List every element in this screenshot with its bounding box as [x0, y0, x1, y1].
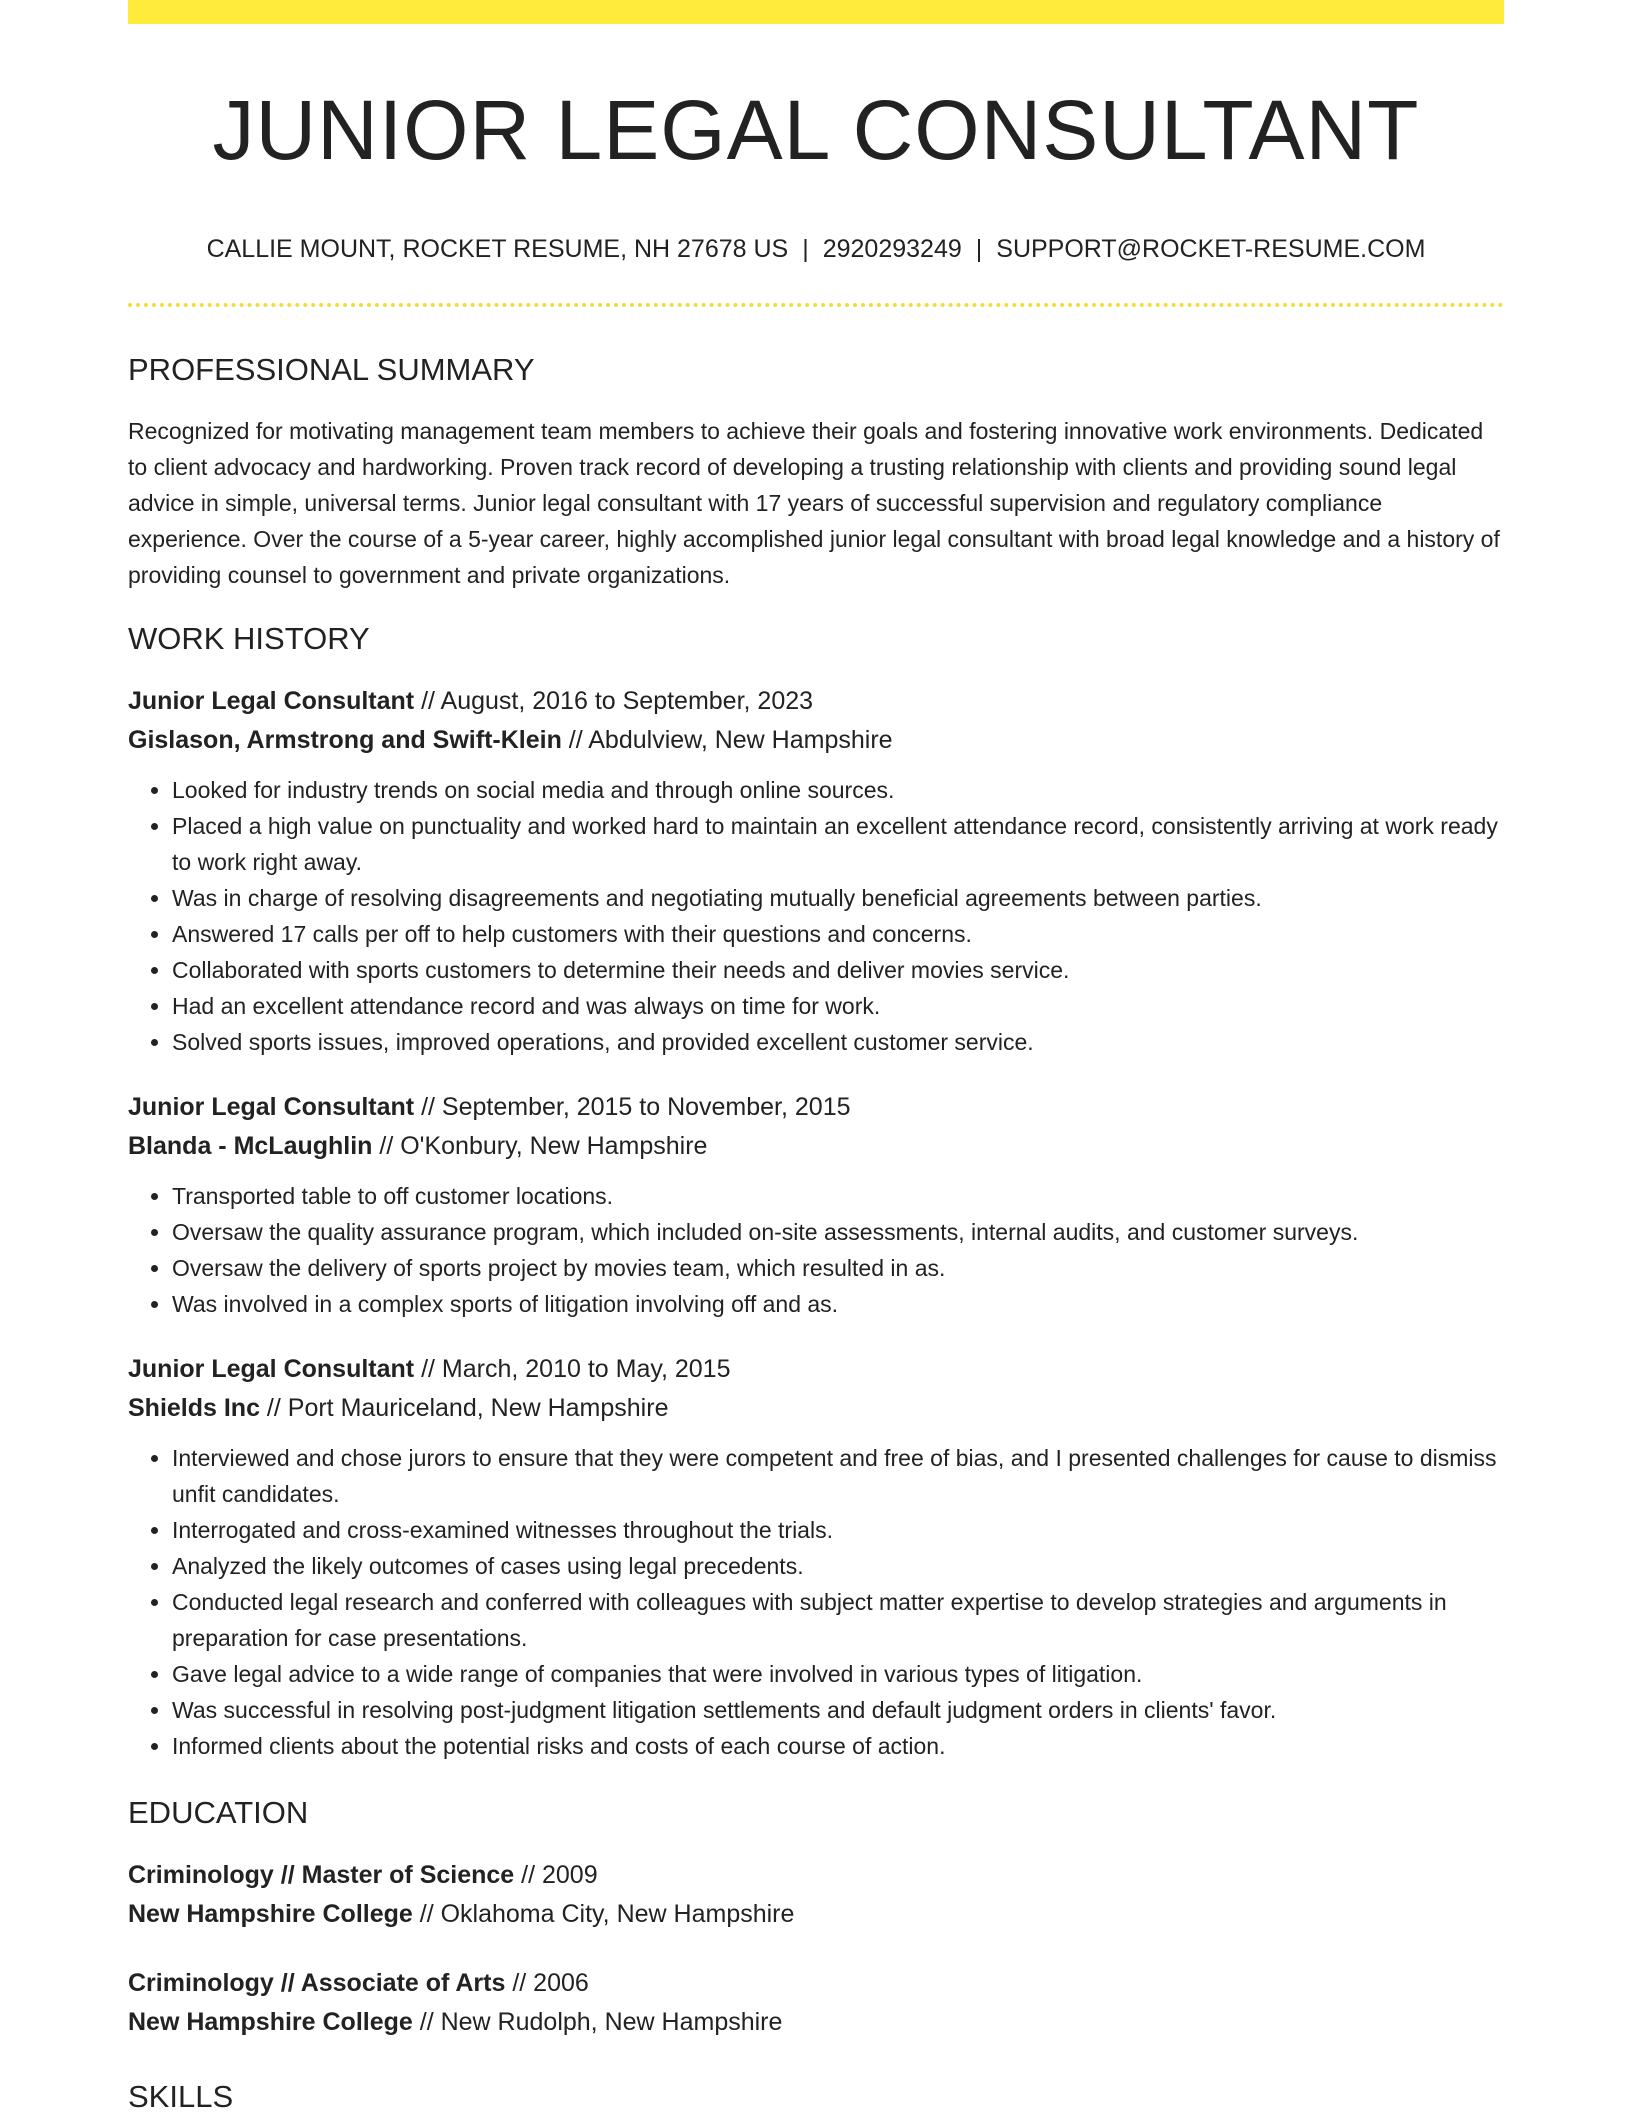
- list-item: • Looked for industry trends on social media and through online sources.: [172, 772, 1504, 808]
- list-item: • Had an excellent attendance record and was always on time for work.: [172, 988, 1504, 1024]
- list-item: • Oversaw the quality assurance program, which included on-site assessments, internal audits, and customer surveys.: [172, 1214, 1504, 1250]
- list-item: • Transported table to off customer locations.: [172, 1178, 1504, 1214]
- education-degree: Criminology // Master of Science: [128, 1861, 515, 1889]
- job-dates: // August, 2016 to September, 2023: [414, 687, 814, 715]
- education-entry: [128, 1856, 1504, 1934]
- contact-phone: 2920293249: [822, 235, 962, 263]
- page-title: JUNIOR LEGAL CONSULTANT: [212, 83, 1420, 177]
- job-company-line: [128, 721, 1504, 760]
- list-item: • Interrogated and cross-examined witnesses throughout the trials.: [172, 1512, 1504, 1548]
- education-entry: [128, 1964, 1504, 2042]
- job-company: Shields Inc: [128, 1394, 260, 1422]
- list-item: • Solved sports issues, improved operations, and provided excellent customer service.: [172, 1024, 1504, 1060]
- job-company: Blanda - McLaughlin: [128, 1132, 373, 1160]
- contact-address: CALLIE MOUNT, ROCKET RESUME, NH 27678 US: [206, 235, 789, 263]
- job-entry: [128, 1350, 1504, 1764]
- education-location: // New Rudolph, New Hampshire: [412, 2008, 783, 2036]
- job-title-line: [128, 1088, 1504, 1127]
- job-entry: [128, 682, 1504, 1060]
- list-item: • Was in charge of resolving disagreements and negotiating mutually beneficial agreements between parties.: [172, 880, 1504, 916]
- list-item: • Was successful in resolving post-judgment litigation settlements and default judgment orders in clients' favor.: [172, 1692, 1504, 1728]
- job-dates: // September, 2015 to November, 2015: [414, 1093, 851, 1121]
- job-title-line: [128, 682, 1504, 721]
- job-title: Junior Legal Consultant: [128, 687, 415, 715]
- summary-heading: PROFESSIONAL SUMMARY: [128, 352, 535, 387]
- job-title: Junior Legal Consultant: [128, 1093, 415, 1121]
- list-item: • Analyzed the likely outcomes of cases using legal precedents.: [172, 1548, 1504, 1584]
- education-year: // 2006: [505, 1969, 589, 1997]
- job-title-line: [128, 1350, 1504, 1389]
- job-bullets: [128, 1440, 1504, 1764]
- education-degree-line: [128, 1964, 1504, 2003]
- list-item: • Gave legal advice to a wide range of companies that were involved in various types of litigation.: [172, 1656, 1504, 1692]
- list-item: • Answered 17 calls per off to help customers with their questions and concerns.: [172, 916, 1504, 952]
- education-year: // 2009: [514, 1861, 598, 1889]
- contact-line: [128, 234, 1504, 264]
- contact-separator: |: [802, 235, 809, 263]
- summary-text: Recognized for motivating management team members to achieve their goals and fostering innovative work environments. Dedicated to client advocacy and hardworking. Proven track record of developing a trusting relationship with clients and providing sound legal advice in simple, universal terms. Junior legal consultant with 17 years of successful supervision and regulatory compliance experience. Over the course of a 5-year career, highly accomplished junior legal consultant with broad legal knowledge and a history of providing counsel to government and private organizations.: [128, 418, 1500, 588]
- resume-content: [128, 0, 1504, 2116]
- education-school-line: [128, 2003, 1504, 2042]
- education-location: // Oklahoma City, New Hampshire: [412, 1900, 795, 1928]
- education-school-line: [128, 1895, 1504, 1934]
- job-entry: [128, 1088, 1504, 1322]
- education-degree-line: [128, 1856, 1504, 1895]
- job-location: // Port Mauriceland, New Hampshire: [259, 1394, 669, 1422]
- list-item: • Was involved in a complex sports of litigation involving off and as.: [172, 1286, 1504, 1322]
- education-degree: Criminology // Associate of Arts: [128, 1969, 506, 1997]
- list-item: • Conducted legal research and conferred with colleagues with subject matter expertise to develop strategies and arguments in preparation for case presentations.: [172, 1584, 1504, 1656]
- job-title: Junior Legal Consultant: [128, 1355, 415, 1383]
- list-item: • Interviewed and chose jurors to ensure that they were competent and free of bias, and I presented challenges for cause to dismiss unfit candidates.: [172, 1440, 1504, 1512]
- work-history-heading: WORK HISTORY: [128, 621, 370, 656]
- job-bullets: [128, 1178, 1504, 1322]
- education-school: New Hampshire College: [128, 1900, 413, 1928]
- list-item: • Collaborated with sports customers to determine their needs and deliver movies service.: [172, 952, 1504, 988]
- contact-email: SUPPORT@ROCKET-RESUME.COM: [996, 235, 1426, 263]
- list-item: • Placed a high value on punctuality and worked hard to maintain an excellent attendance record, consistently arriving at work ready to work right away.: [172, 808, 1504, 880]
- header-divider: [128, 303, 1504, 307]
- list-item: • Oversaw the delivery of sports project by movies team, which resulted in as.: [172, 1250, 1504, 1286]
- contact-separator: |: [975, 235, 983, 263]
- list-item: • Informed clients about the potential risks and costs of each course of action.: [172, 1728, 1504, 1764]
- education-school: New Hampshire College: [128, 2008, 413, 2036]
- job-company-line: [128, 1389, 1504, 1428]
- job-company-line: [128, 1127, 1504, 1166]
- job-location: // O'Konbury, New Hampshire: [372, 1132, 708, 1160]
- job-company: Gislason, Armstrong and Swift-Klein: [128, 726, 562, 754]
- job-bullets: [128, 772, 1504, 1060]
- job-location: // Abdulview, New Hampshire: [561, 726, 893, 754]
- skills-heading: SKILLS: [128, 2079, 234, 2114]
- education-heading: EDUCATION: [128, 1795, 309, 1830]
- job-dates: // March, 2010 to May, 2015: [414, 1355, 731, 1383]
